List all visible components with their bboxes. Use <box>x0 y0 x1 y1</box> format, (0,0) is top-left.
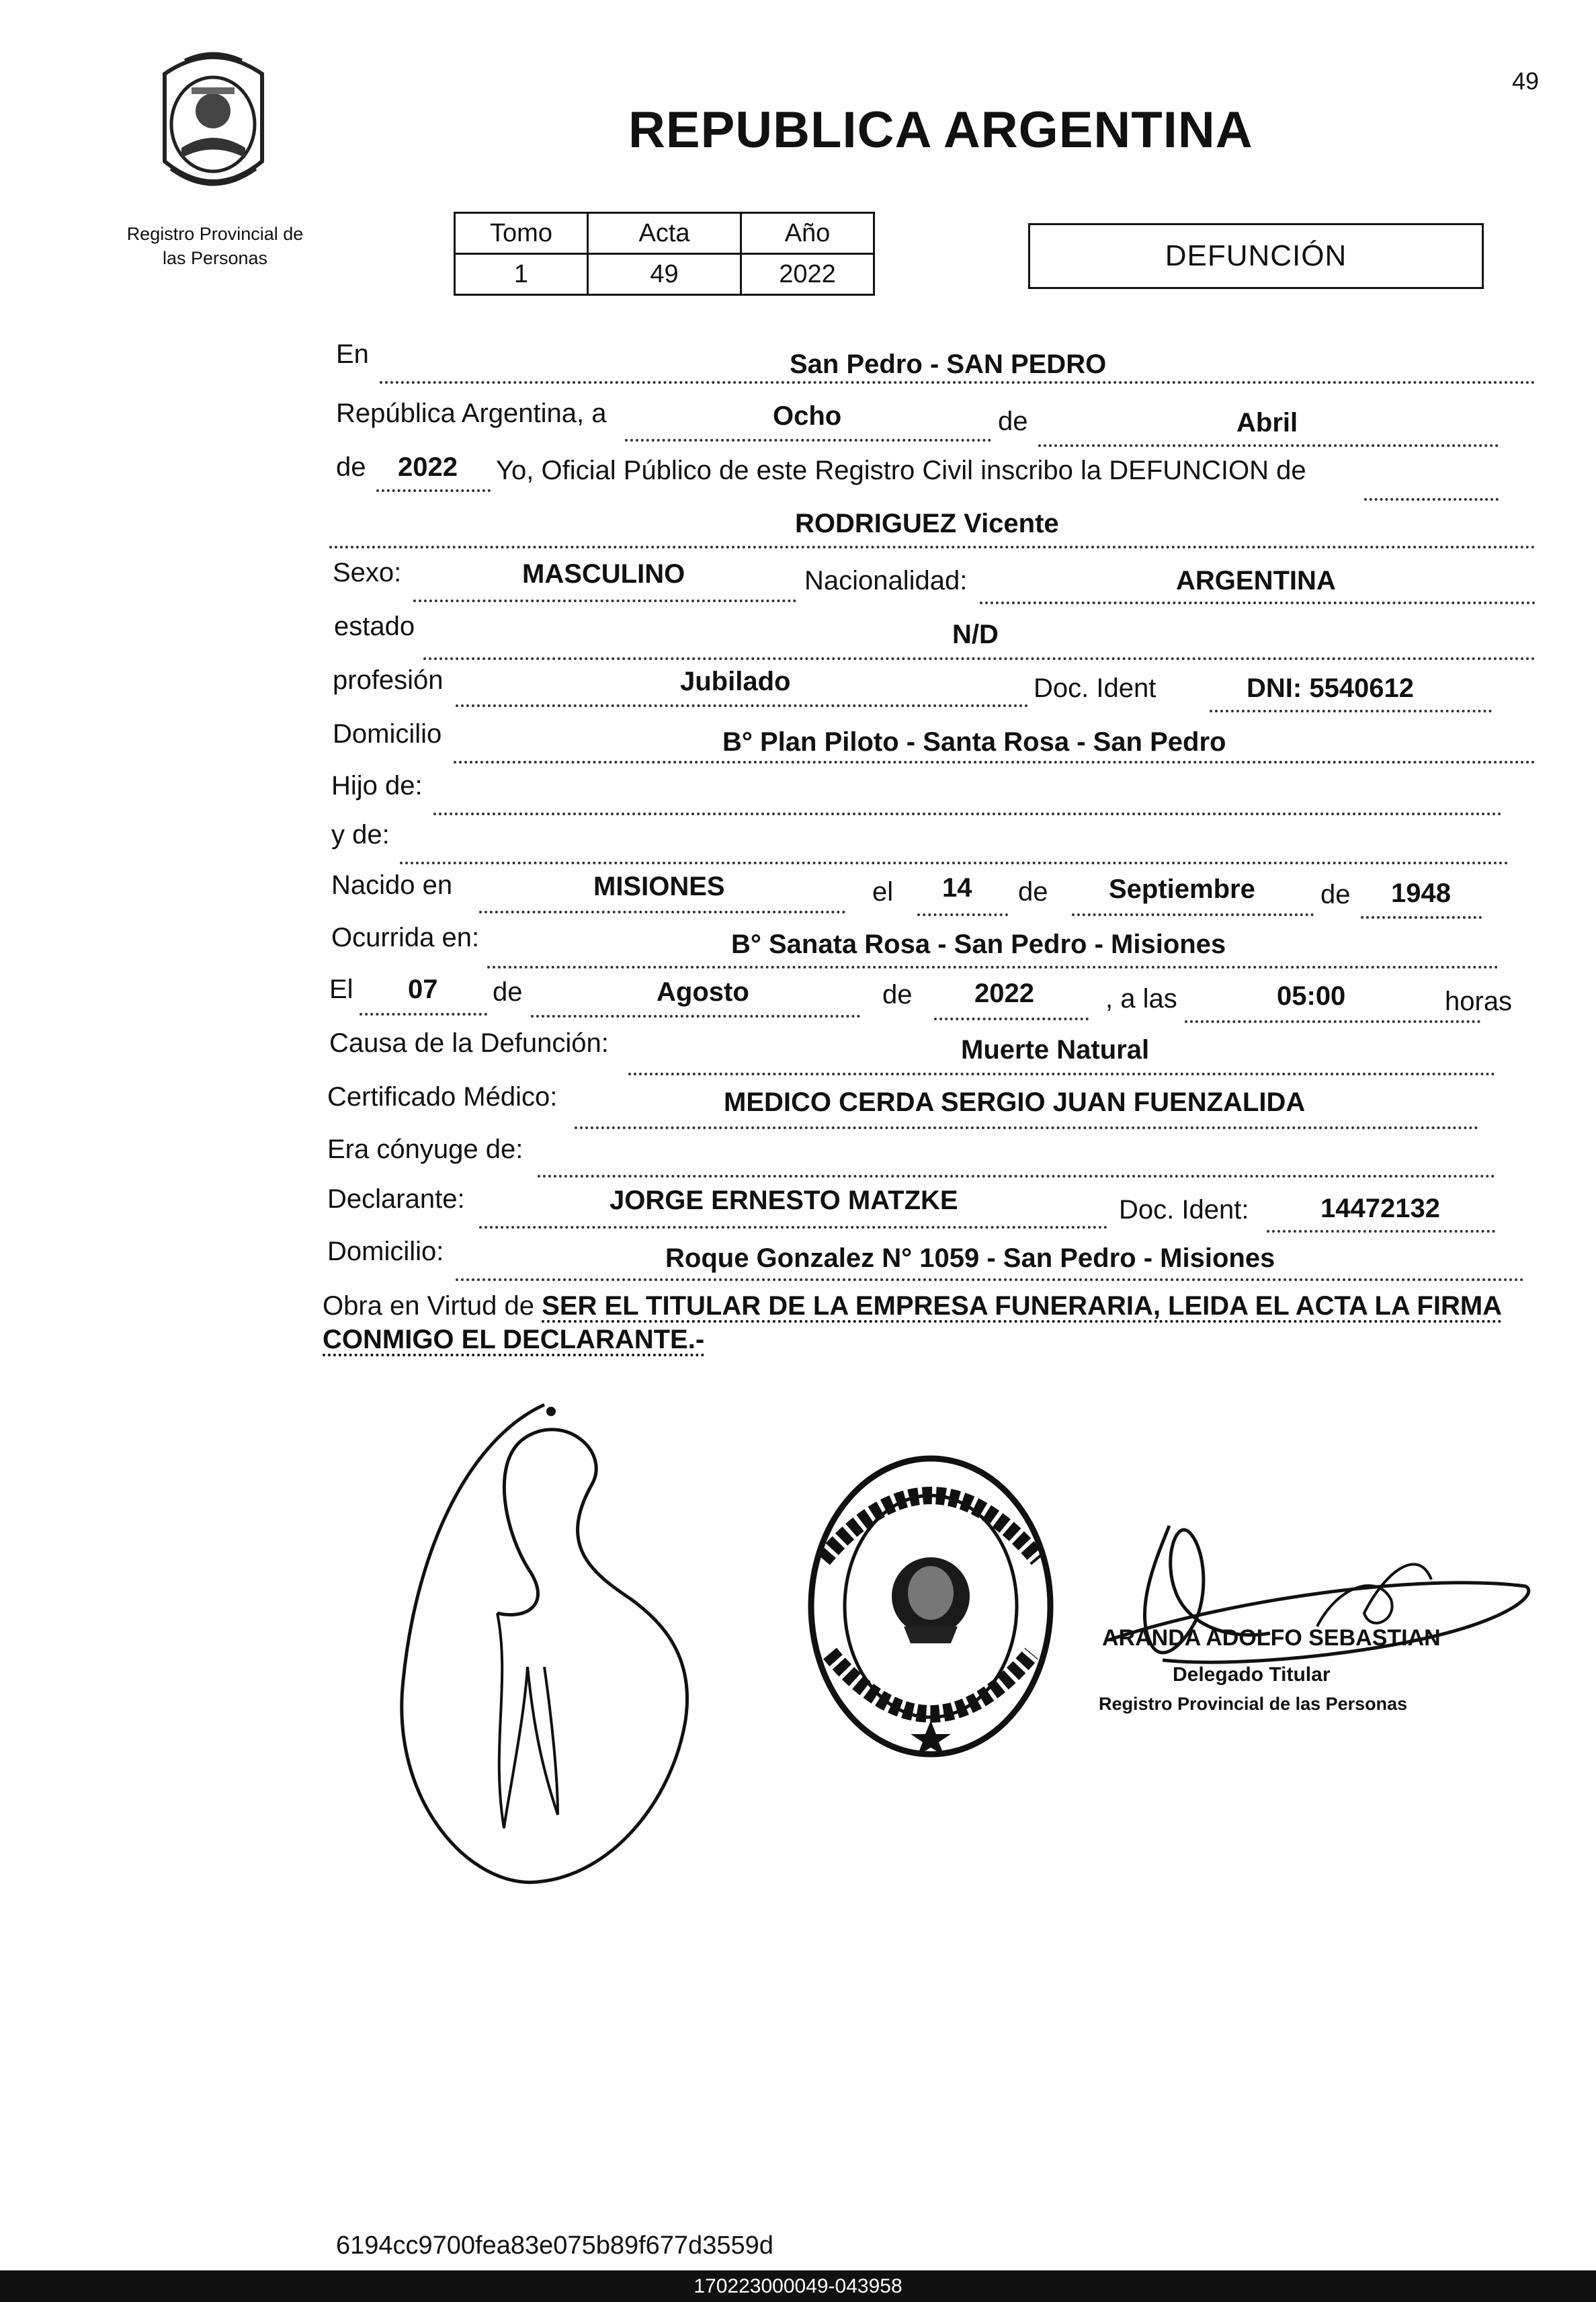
day-line <box>625 439 991 442</box>
nacionalidad-label: Nacionalidad: <box>804 566 968 595</box>
crest-caption-line1: Registro Provincial de <box>126 224 304 244</box>
official-name: ARANDA ADOLFO SEBASTIAN <box>1102 1625 1441 1651</box>
crest-caption-line2: las Personas <box>162 248 268 268</box>
official-org: Registro Provincial de las Personas <box>1099 1694 1408 1714</box>
de-year-label: de <box>336 452 366 482</box>
provincial-crest-icon <box>144 47 282 205</box>
obra-text-block <box>323 1289 1532 1356</box>
birth-month: Septiembre <box>1109 874 1255 904</box>
profesion-label: profesión <box>333 665 444 695</box>
row-name <box>0 509 1596 556</box>
birth-de2-label: de <box>1320 880 1351 909</box>
row-y-de <box>0 820 1596 867</box>
death-time: 05:00 <box>1277 981 1346 1011</box>
death-de1-label: de <box>493 977 523 1007</box>
birth-day-line <box>917 913 1008 916</box>
nacido-line <box>479 911 845 913</box>
acta-header-tomo: Tomo <box>455 213 588 254</box>
row-declarante <box>0 1184 1596 1231</box>
domicilio-line <box>454 761 1536 764</box>
row-domicilio <box>0 719 1596 766</box>
doc-ident-label: Doc. Ident <box>1034 673 1157 703</box>
row-date <box>0 399 1596 446</box>
barcode-text: 170223000049-043958 <box>694 2275 902 2297</box>
row-year <box>0 452 1596 499</box>
birth-de1-label: de <box>1018 877 1048 907</box>
profesion-line <box>456 704 1028 707</box>
death-month: Agosto <box>657 977 749 1007</box>
nacido-value: MISIONES <box>593 872 725 901</box>
profesion-value: Jubilado <box>680 667 791 696</box>
row-conyuge <box>0 1135 1596 1182</box>
yo-line <box>1364 498 1499 501</box>
birth-month-line <box>1072 913 1314 916</box>
document-type-box <box>1028 223 1484 289</box>
place-line <box>380 381 1536 384</box>
domicilio2-line <box>456 1278 1524 1281</box>
en-label: En <box>336 339 369 369</box>
de-label: de <box>998 407 1028 436</box>
certificado-line <box>575 1126 1478 1129</box>
domicilio2-value: Roque Gonzalez N° 1059 - San Pedro - Misiones <box>665 1243 1275 1273</box>
death-month-line <box>531 1015 860 1018</box>
row-sexo <box>0 558 1596 605</box>
hijo-line <box>433 813 1502 815</box>
page-number: 49 <box>1512 67 1540 95</box>
death-year-line <box>934 1018 1089 1020</box>
nacionalidad-value: ARGENTINA <box>1176 566 1336 595</box>
republica-label: República Argentina, a <box>336 399 607 428</box>
conyuge-line <box>538 1175 1495 1178</box>
sexo-line <box>413 600 796 602</box>
yo-text: Yo, Oficial Público de este Registro Civil inscribo la DEFUNCION de <box>496 456 1306 485</box>
domicilio-value: B° Plan Piloto - Santa Rosa - San Pedro <box>722 727 1226 757</box>
ocurrida-label: Ocurrida en: <box>331 923 480 952</box>
y-de-line <box>400 862 1509 864</box>
document-type: DEFUNCIÓN <box>1165 239 1347 272</box>
month-line <box>1038 444 1499 447</box>
declarante-value: JORGE ERNESTO MATZKE <box>610 1186 958 1215</box>
birth-year: 1948 <box>1391 878 1451 908</box>
document-title: REPUBLICA ARGENTINA <box>628 101 1253 159</box>
declarant-signature <box>390 1398 699 1909</box>
registry-seal <box>803 1452 1058 1761</box>
row-nacido <box>0 870 1596 917</box>
y-de-label: y de: <box>331 820 390 850</box>
a-las-label: , a las <box>1105 984 1177 1014</box>
place-value: San Pedro - SAN PEDRO <box>790 350 1107 379</box>
sexo-label: Sexo: <box>333 558 402 587</box>
day-word: Ocho <box>773 401 842 431</box>
domicilio2-label: Domicilio: <box>327 1237 444 1266</box>
obra-label: Obra en Virtud de <box>323 1291 535 1321</box>
ocurrida-line <box>487 966 1499 969</box>
row-profesion <box>0 665 1596 712</box>
row-hijo <box>0 771 1596 818</box>
nacionalidad-line <box>980 602 1536 604</box>
death-day-line <box>360 1013 487 1016</box>
row-domicilio2 <box>0 1237 1596 1284</box>
obra-value: SER EL TITULAR DE LA EMPRESA FUNERARIA, LEIDA EL ACTA LA FIRMA CONMIGO EL DECLARANTE.- <box>323 1291 1503 1354</box>
row-estado <box>0 612 1596 659</box>
document-hash: 6194cc9700fea83e075b89f677d3559d <box>336 2231 773 2260</box>
hijo-label: Hijo de: <box>331 771 423 800</box>
acta-value-acta: 49 <box>588 254 741 295</box>
name-line <box>329 546 1536 548</box>
row-death-date <box>0 975 1596 1022</box>
row-place <box>0 339 1596 386</box>
nacido-label: Nacido en <box>331 870 453 900</box>
causa-label: Causa de la Defunción: <box>329 1028 609 1058</box>
causa-line <box>628 1073 1495 1075</box>
declarante-label: Declarante: <box>327 1184 465 1214</box>
conyuge-label: Era cónyuge de: <box>327 1135 523 1164</box>
declarante-line <box>479 1226 1107 1229</box>
official-role: Delegado Titular <box>1173 1663 1331 1686</box>
doc-ident2-value: 14472132 <box>1320 1194 1440 1223</box>
acta-header-acta: Acta <box>588 213 741 254</box>
doc-ident-line <box>1210 710 1492 712</box>
sexo-value: MASCULINO <box>522 559 685 589</box>
estado-label: estado <box>334 612 415 641</box>
year-line <box>376 489 491 492</box>
year-value: 2022 <box>398 452 458 482</box>
El-label: El <box>329 975 353 1004</box>
row-causa <box>0 1028 1596 1075</box>
ocurrida-value: B° Sanata Rosa - San Pedro - Misiones <box>731 930 1226 959</box>
death-day: 07 <box>408 975 438 1004</box>
acta-value-tomo: 1 <box>455 254 588 295</box>
causa-value: Muerte Natural <box>961 1035 1150 1065</box>
death-time-line <box>1185 1020 1480 1023</box>
doc-ident-value: DNI: 5540612 <box>1247 673 1415 703</box>
estado-line <box>423 657 1536 660</box>
domicilio-label: Domicilio <box>333 719 442 749</box>
birth-day: 14 <box>942 873 972 903</box>
acta-table <box>454 212 875 296</box>
row-ocurrida <box>0 923 1596 970</box>
acta-value-anio: 2022 <box>741 254 874 295</box>
acta-header-anio: Año <box>741 213 874 254</box>
el-label: el <box>872 877 894 907</box>
death-de2-label: de <box>882 980 913 1010</box>
crest-caption <box>101 222 329 270</box>
certificado-label: Certificado Médico: <box>327 1082 558 1112</box>
barcode-bar <box>0 2270 1596 2302</box>
birth-year-line <box>1361 916 1482 919</box>
deceased-name: RODRIGUEZ Vicente <box>795 509 1059 538</box>
month-word: Abril <box>1236 408 1298 438</box>
estado-value: N/D <box>952 620 999 649</box>
row-certificado <box>0 1082 1596 1129</box>
death-year: 2022 <box>974 979 1034 1008</box>
doc-ident2-line <box>1267 1230 1495 1233</box>
horas-label: horas <box>1445 987 1513 1016</box>
doc-ident2-label: Doc. Ident: <box>1119 1195 1249 1225</box>
certificado-value: MEDICO CERDA SERGIO JUAN FUENZALIDA <box>724 1087 1306 1117</box>
